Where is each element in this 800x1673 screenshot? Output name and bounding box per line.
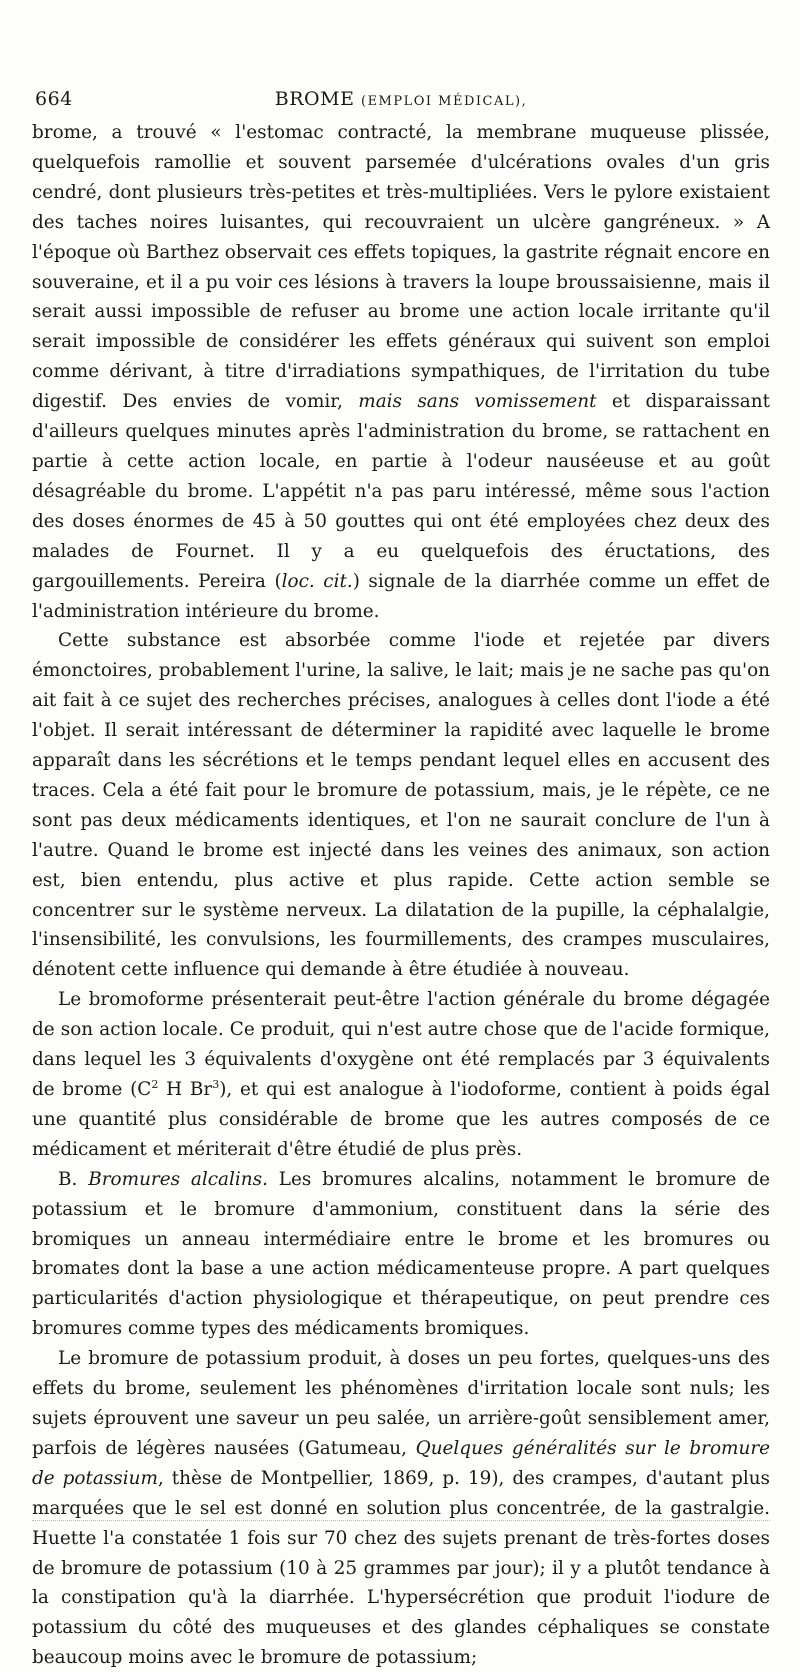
running-title-main: BROME bbox=[274, 88, 355, 110]
italic-run: mais sans vomissement bbox=[358, 391, 597, 413]
text-run: Le bromure de potassium produit, à doses un peu fortes, quelques-uns des effets du brome, seulement les phénomènes d'irritation locale sont nuls; les sujets éprouvent une saveur un peu salée, un arrière-goût sensiblement amer, parfois de légères nausées (Gatumeau, bbox=[32, 1348, 770, 1459]
italic-run: Bromures alcalins. bbox=[88, 1168, 268, 1190]
superscript-run: 2 bbox=[151, 1077, 159, 1091]
text-run: , thèse de Montpellier, 1869, p. 19), des crampes, d'autant plus marquées que le sel est donné en solution plus concentrée, de la gastralgie. Huette l'a constatée 1 fois sur 70 chez des sujets prenant de très-fortes doses de bromure de potassium (10 à 25 grammes par jour); il y a plutôt tendance à la constipation qu'à la diarrhée. L'hypersécrétion que produit l'iodure de potassium du côté des muqueuses et des glandes céphaliques se constate beaucoup moins avec le bromure de potassium; bbox=[32, 1467, 771, 1669]
superscript-run: 3 bbox=[212, 1077, 220, 1091]
paragraph bbox=[32, 1165, 770, 1344]
text-run: Le bromoforme présenterait peut-être l'action générale du brome dégagée de son action locale. Ce produit, qui n'est autre chose que de l'acide formique, dans lequel les 3 équivalents d'oxygène ont été remplacés par 3 équivalents de brome (C bbox=[32, 989, 770, 1100]
footer-rule bbox=[32, 1520, 770, 1523]
paragraph bbox=[32, 626, 770, 985]
text-run: brome, a trouvé « l'estomac contracté, la membrane muqueuse plissée, quelquefois ramollie et souvent parsemée d'ulcérations ovales d'un gris cendré, dont plusieurs très-petites et très-multipliées. Vers le pylore existaient des taches noires luisantes, qui recouvraient un ulcère gangréneux. » A l'époque où Barthez observait ces effets topiques, la gastrite régnait encore en souveraine, et il a pu voir ces lésions à travers la loupe broussaisienne, mais il serait aussi impossible de refuser au brome une action locale irritante qu'il serait impossible de considérer les effets généraux qui suivent son emploi comme dérivant, à titre d'irradiations sympathiques, de l'irritation du tube digestif. Des envies de vomir, bbox=[32, 122, 770, 413]
text-run: ), et qui est analogue à l'iodoforme, contient à poids égal une quantité plus considérable de brome que les autres composés de ce médicament et mériterait d'être étudié de plus près. bbox=[32, 1079, 770, 1160]
paragraph bbox=[32, 985, 770, 1164]
text-run: B. bbox=[58, 1168, 89, 1190]
italic-run: loc. cit. bbox=[281, 570, 353, 592]
running-header bbox=[32, 88, 770, 118]
body-text bbox=[32, 118, 770, 1673]
text-run: H Br bbox=[158, 1079, 213, 1100]
paragraph bbox=[32, 118, 770, 626]
text-run: Cette substance est absorbée comme l'iode et rejetée par divers émonctoires, probablement l'urine, la salive, le lait; mais je ne sache pas qu'on ait fait à ce sujet des recherches précises, analogues à celles dont l'iode a été l'objet. Il serait intéressant de déterminer la rapidité avec laquelle le brome apparaît dans les sécrétions et le temps pendant lequel elles en accusent des traces. Cela a été fait pour le bromure de potassium, mais, je le répète, ce ne sont pas deux médicaments identiques, et l'on ne saurait conclure de l'un à l'autre. Quand le brome est injecté dans les veines des animaux, son action est, bien entendu, plus active et plus rapide. Cette action semble se concentrer sur le système nerveux. La dilatation de la pupille, la céphalalgie, l'insensibilité, les convulsions, les fourmillements, des crampes musculaires, dénotent cette influence qui demande à être étudiée à nouveau. bbox=[32, 630, 770, 981]
paragraph bbox=[32, 1344, 770, 1673]
page bbox=[32, 88, 770, 1673]
running-title-sub: (EMPLOI MÉDICAL), bbox=[361, 94, 528, 109]
text-run: ) signale de la diarrhée comme un effet de l'administration intérieure du brome. bbox=[32, 570, 770, 622]
italic-run: Quelques généralités sur le bromure de potassium bbox=[32, 1437, 770, 1489]
text-run: Les bromures alcalins, notamment le bromure de potassium et le bromure d'ammonium, constituent dans la série des bromiques un anneau intermédiaire entre le brome et les bromures ou bromates dont la base a une action médicamenteuse propre. A part quelques particularités d'action physiologique et thérapeutique, on peut prendre ces bromures comme types des médicaments bromiques. bbox=[32, 1168, 770, 1340]
page-number: 664 bbox=[35, 88, 73, 110]
text-run: et disparaissant d'ailleurs quelques minutes après l'administration du brome, se rattachent en partie à cette action locale, en partie à l'odeur nauséeuse et au goût désagréable du brome. L'appétit n'a pas paru intéressé, même sous l'action des doses énormes de 45 à 50 gouttes qui ont été employées chez deux des malades de Fournet. Il y a eu quelquefois des éructations, des gargouillements. Pereira ( bbox=[32, 391, 770, 592]
running-title bbox=[32, 88, 770, 110]
